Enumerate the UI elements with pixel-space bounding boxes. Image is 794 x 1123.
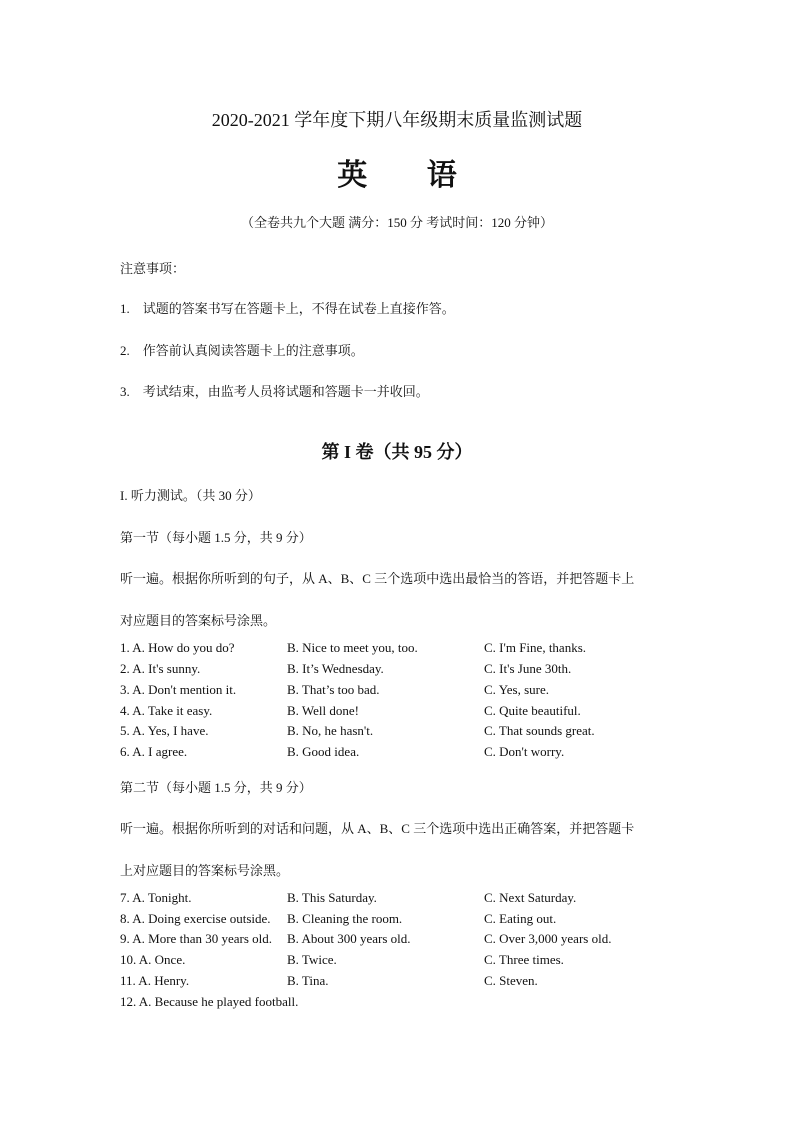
question-row — [120, 682, 680, 702]
option-c: C. It's June 30th. — [484, 661, 572, 676]
option-a: 6. A. I agree. — [120, 744, 188, 759]
option-c: C. Over 3,000 years old. — [484, 931, 612, 946]
exam-title: 2020-2021 学年度下期八年级期末质量监测试题 — [211, 110, 583, 130]
note-item-3: 3. 考试结束，由监考人员将试题和答题卡一并收回。 — [120, 384, 429, 399]
option-a: 12. A. Because he played football. — [120, 994, 299, 1009]
section2-instruction-line2: 上对应题目的答案标号涂黑。 — [120, 863, 290, 878]
question-row — [120, 890, 680, 910]
option-c: C. Steven. — [484, 973, 538, 988]
section2-heading: 第二节（每小题 1.5 分，共 9 分） — [120, 780, 312, 795]
option-a: 1. A. How do you do? — [120, 640, 235, 655]
note-item-2: 2. 作答前认真阅读答题卡上的注意事项。 — [120, 343, 364, 358]
option-a: 5. A. Yes, I have. — [120, 723, 209, 738]
option-c: C. Three times. — [484, 952, 564, 967]
option-c: C. Yes, sure. — [484, 682, 550, 697]
option-b: B. Cleaning the room. — [287, 911, 403, 926]
question-row — [120, 661, 680, 681]
volume-title: 第 I 卷（共 95 分） — [321, 442, 473, 462]
option-a: 7. A. Tonight. — [120, 890, 192, 905]
option-b: B. Twice. — [287, 952, 337, 967]
section1-instruction-line2: 对应题目的答案标号涂黑。 — [120, 613, 277, 628]
section1-instruction-line1: 听一遍。根据你所听到的句子，从 A、B、C 三个选项中选出最恰当的答语，并把答题卡上 — [120, 571, 635, 586]
option-b: B. No, he hasn't. — [287, 723, 374, 738]
option-b: B. Nice to meet you, too. — [287, 640, 418, 655]
option-a: 11. A. Henry. — [120, 973, 190, 988]
option-c: C. Next Saturday. — [484, 890, 577, 905]
question-row — [120, 931, 680, 951]
option-a: 9. A. More than 30 years old. — [120, 931, 273, 946]
option-a: 3. A. Don't mention it. — [120, 682, 237, 697]
option-b: B. About 300 years old. — [287, 931, 411, 946]
option-b: B. This Saturday. — [287, 890, 377, 905]
option-c: C. Quite beautiful. — [484, 703, 581, 718]
notes-heading: 注意事项： — [120, 261, 186, 276]
option-c: C. That sounds great. — [484, 723, 595, 738]
note-item-1: 1. 试题的答案书写在答题卡上，不得在试卷上直接作答。 — [120, 301, 455, 316]
question-row — [120, 640, 680, 660]
question-row — [120, 723, 680, 743]
question-row — [120, 994, 680, 1014]
question-row — [120, 744, 680, 764]
section1-heading: 第一节（每小题 1.5 分，共 9 分） — [120, 530, 312, 545]
option-a: 10. A. Once. — [120, 952, 186, 967]
option-b: B. Good idea. — [287, 744, 360, 759]
question-row — [120, 952, 680, 972]
option-a: 4. A. Take it easy. — [120, 703, 213, 718]
option-a: 2. A. It's sunny. — [120, 661, 201, 676]
option-c: C. I'm Fine, thanks. — [484, 640, 587, 655]
question-row — [120, 911, 680, 931]
option-c: C. Don't worry. — [484, 744, 565, 759]
option-b: B. Tina. — [287, 973, 329, 988]
option-b: B. That’s too bad. — [287, 682, 380, 697]
option-b: B. It’s Wednesday. — [287, 661, 384, 676]
subject-title: 英 语 — [337, 159, 483, 192]
section2-instruction-line1: 听一遍。根据你所听到的对话和问题，从 A、B、C 三个选项中选出正确答案，并把答题卡 — [120, 821, 635, 836]
option-b: B. Well done! — [287, 703, 360, 718]
exam-meta: （全卷共九个大题 满分：150 分 考试时间：120 分钟） — [240, 215, 553, 230]
question-row — [120, 703, 680, 723]
option-c: C. Eating out. — [484, 911, 557, 926]
part1-heading: I. 听力测试。（共 30 分） — [120, 488, 261, 503]
question-row — [120, 973, 680, 993]
option-a: 8. A. Doing exercise outside. — [120, 911, 271, 926]
